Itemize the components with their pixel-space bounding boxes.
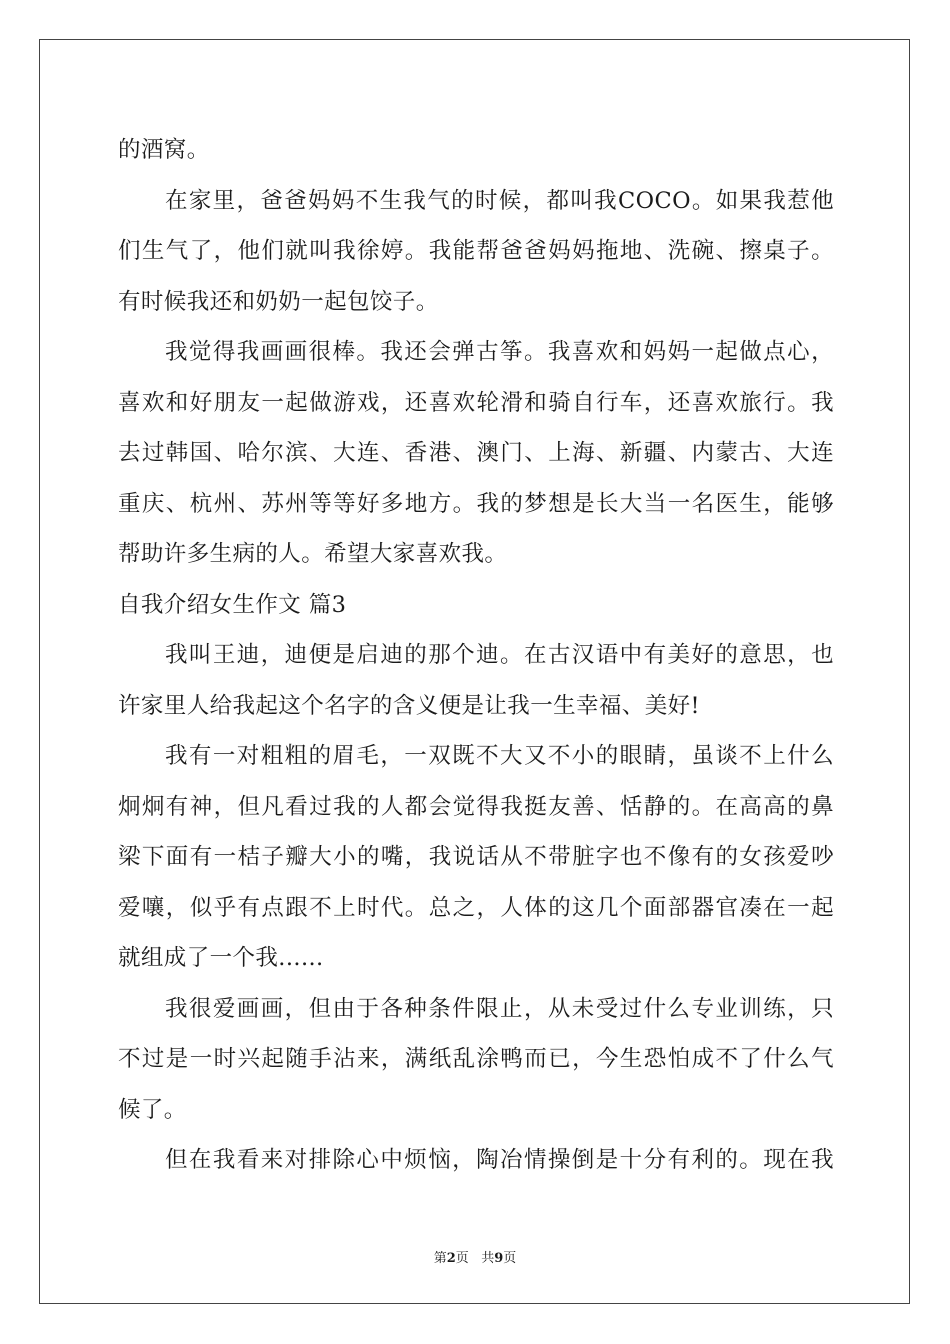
- footer-mid: 页 共: [455, 1251, 495, 1266]
- text-line: 我叫王迪，迪便是启迪的那个迪。在古汉语中有美好的意思，也: [165, 642, 834, 668]
- text-line: 重庆、杭州、苏州等等好多地方。我的梦想是长大当一名医生，能够: [118, 490, 834, 517]
- text-line: 帮助许多生病的人。希望大家喜欢我。: [118, 541, 508, 567]
- document-body: [118, 128, 834, 1189]
- text-line: 炯炯有神，但凡看过我的人都会觉得我挺友善、恬静的。在高高的鼻: [118, 793, 834, 820]
- text-line: 我很爱画画，但由于各种条件限止，从未受过什么专业训练，只: [165, 995, 834, 1022]
- current-page-number: 2: [446, 1251, 456, 1266]
- text-line: 去过韩国、哈尔滨、大连、香港、澳门、上海、新疆、内蒙古、大连: [118, 440, 834, 466]
- text-line: 我觉得我画画很棒。我还会弹古筝。我喜欢和妈妈一起做点心，: [165, 339, 834, 365]
- footer-prefix: 第: [433, 1251, 447, 1266]
- text-line: 们生气了，他们就叫我徐婷。我能帮爸爸妈妈拖地、洗碗、擦桌子。: [118, 238, 834, 264]
- text-line: 梁下面有一桔子瓣大小的嘴，我说话从不带脏字也不像有的女孩爱吵: [118, 844, 834, 870]
- footer-suffix: 页: [503, 1251, 517, 1266]
- section-heading: 自我介绍女生作文 篇3: [118, 591, 347, 618]
- text-line: 不过是一时兴起随手沾来，满纸乱涂鸭而已，今生恐怕成不了什么气: [118, 1046, 834, 1072]
- text-line: 有时候我还和奶奶一起包饺子。: [118, 288, 439, 315]
- text-line: 喜欢和好朋友一起做游戏，还喜欢轮滑和骑自行车，还喜欢旅行。我: [118, 389, 834, 416]
- text-line: 许家里人给我起这个名字的含义便是让我一生幸福、美好!: [118, 692, 700, 719]
- text-line: 在家里，爸爸妈妈不生我气的时候，都叫我COCO。如果我惹他: [165, 187, 834, 214]
- text-line: 我有一对粗粗的眉毛，一双既不大又不小的眼睛，虽谈不上什么: [165, 743, 834, 769]
- text-line: 但在我看来对排除心中烦恼，陶冶情操倒是十分有利的。现在我: [165, 1147, 834, 1173]
- text-line: 就组成了一个我......: [118, 945, 324, 971]
- page-footer: [0, 1247, 950, 1266]
- text-line: 爱嚷，似乎有点跟不上时代。总之，人体的这几个面部器官凑在一起: [118, 894, 834, 921]
- total-page-number: 9: [494, 1251, 504, 1266]
- text-line: 候了。: [118, 1096, 187, 1123]
- text-line: 的酒窝。: [118, 137, 210, 163]
